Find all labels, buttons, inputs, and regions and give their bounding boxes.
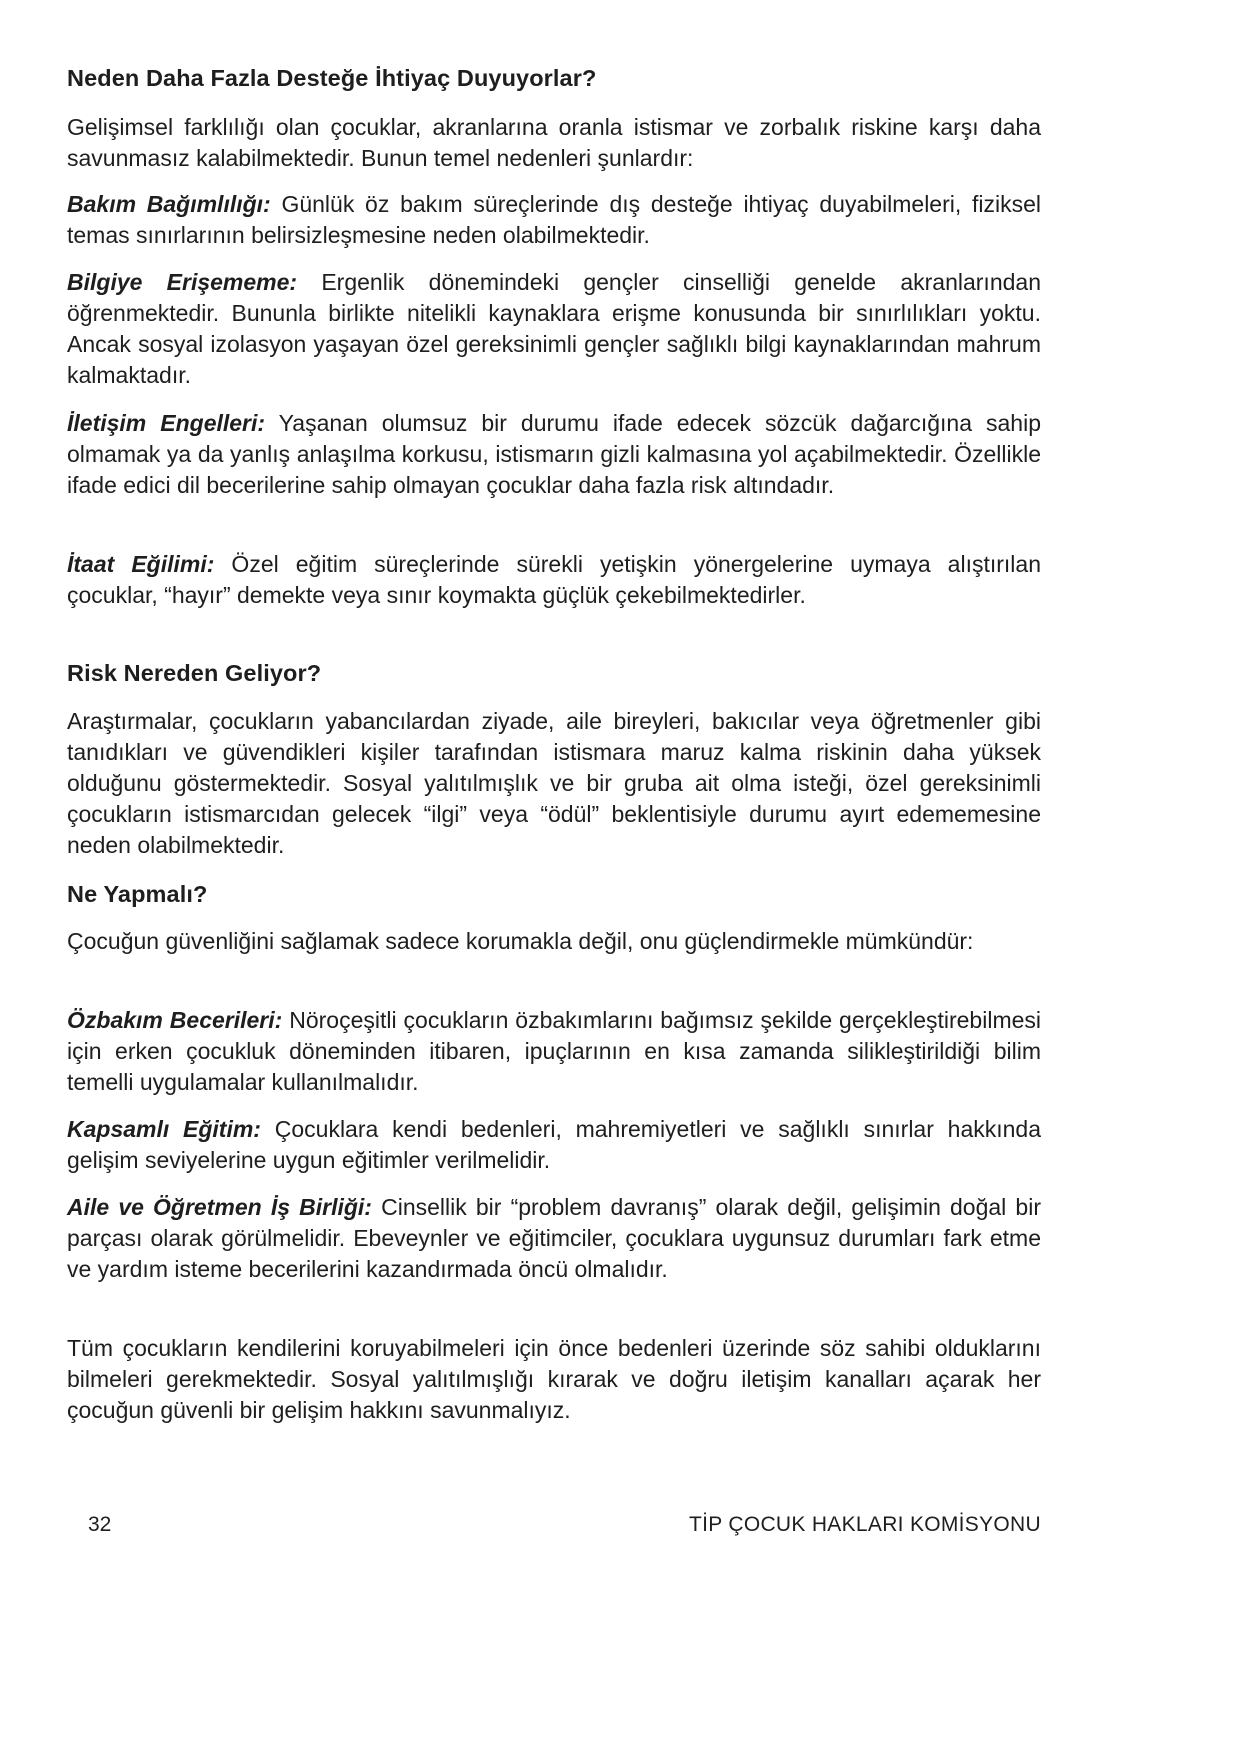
- paragraph-text: Tüm çocukların kendilerini koruyabilmeleri için önce bedenleri üzerinde söz sahibi olduklarını bilmeleri gerekmektedir. Sosyal yalıtılmışlığı kırarak ve doğru iletişim kanalları açarak her çocuğun güvenli bir gelişim hakkını savunmalıyız.: [67, 1335, 1041, 1423]
- paragraph-text: Çocuğun güvenliğini sağlamak sadece korumakla değil, onu güçlendirmekle mümkündür:: [67, 928, 974, 954]
- paragraph: [67, 1114, 1041, 1176]
- paragraph: [67, 706, 1041, 861]
- paragraph-lead: Özbakım Becerileri:: [67, 1007, 283, 1033]
- paragraph-text: Nöroçeşitli çocukların özbakımlarını bağımsız şekilde gerçekleştirebilmesi için erken çocukluk döneminden itibaren, ipuçlarının en kısa zamanda silikleştirildiği bilim temelli uygulamalar kullanılmalıdır.: [67, 1007, 1042, 1095]
- paragraph-lead: Bakım Bağımlılığı:: [67, 191, 271, 217]
- paragraph-lead: İletişim Engelleri:: [67, 410, 266, 436]
- paragraph: [67, 408, 1041, 501]
- footer-title: TİP ÇOCUK HAKLARI KOMİSYONU: [689, 1513, 1041, 1536]
- paragraph: [67, 1192, 1041, 1285]
- paragraph-text: Çocuklara kendi bedenleri, mahremiyetleri ve sağlıklı sınırlar hakkında gelişim seviyelerine uygun eğitimler verilmelidir.: [67, 1116, 1041, 1173]
- paragraph: [67, 549, 1041, 611]
- paragraph: [67, 267, 1041, 391]
- paragraph: [67, 189, 1041, 251]
- paragraph-lead: Aile ve Öğretmen İş Birliği:: [67, 1194, 372, 1220]
- paragraph-text: Özel eğitim süreçlerinde sürekli yetişkin yönergelerine uymaya alıştırılan çocuklar, “hayır” demekte veya sınır koymakta güçlük çekebilmektedirler.: [67, 551, 1041, 608]
- paragraph-text: Ergenlik dönemindeki gençler cinselliği genelde akranlarından öğrenmektedir. Bununla birlikte nitelikli kaynaklara erişme konusunda bir sınırlılıkları yoktu. Ancak sosyal izolasyon yaşayan özel gereksinimli gençler sağlıklı bilgi kaynaklarından mahrum kalmaktadır.: [67, 269, 1041, 388]
- paragraph-text: Yaşanan olumsuz bir durumu ifade edecek sözcük dağarcığına sahip olmamak ya da yanlış anlaşılma korkusu, istismarın gizli kalmasına yol açabilmektedir. Özellikle ifade edici dil becerilerine sahip olmayan çocuklar daha fazla risk altındadır.: [67, 410, 1041, 498]
- paragraph-lead: Kapsamlı Eğitim:: [67, 1116, 261, 1142]
- paragraph-text: Cinsellik bir “problem davranış” olarak değil, gelişimin doğal bir parçası olarak görülmelidir. Ebeveynler ve eğitimciler, çocuklara uygunsuz durumları fark etme ve yardım isteme becerilerini kazandırmada öncü olmalıdır.: [67, 1194, 1041, 1282]
- paragraph-text: Günlük öz bakım süreçlerinde dış desteğe ihtiyaç duyabilmeleri, fiziksel temas sınırlarının belirsizleşmesine neden olabilmektedir.: [67, 191, 1041, 248]
- paragraph-text: Araştırmalar, çocukların yabancılardan ziyade, aile bireyleri, bakıcılar veya öğretmenler gibi tanıdıkları ve güvendikleri kişiler tarafından istismara maruz kalma riskinin daha yüksek olduğunu göstermektedir. Sosyal yalıtılmışlık ve bir gruba ait olma isteği, özel gereksinimli çocukların istismarcıdan gelecek “ilgi” veya “ödül” beklentisiyle durumu ayırt edememesine neden olabilmektedir.: [67, 708, 1041, 858]
- paragraph-lead: İtaat Eğilimi:: [67, 551, 215, 577]
- paragraph: [67, 1333, 1041, 1426]
- section-heading: Neden Daha Fazla Desteğe İhtiyaç Duyuyorlar?: [67, 65, 597, 91]
- paragraph-lead: Bilgiye Erişememe:: [67, 269, 298, 295]
- paragraph-text: Gelişimsel farklılığı olan çocuklar, akranlarına oranla istismar ve zorbalık riskine karşı daha savunmasız kalabilmektedir. Bunun temel nedenleri şunlardır:: [67, 114, 1041, 171]
- page-number: 32: [88, 1513, 112, 1536]
- paragraph: [67, 926, 1041, 957]
- paragraph: [67, 1005, 1041, 1098]
- section-heading: Risk Nereden Geliyor?: [67, 660, 322, 686]
- paragraph: [67, 112, 1041, 174]
- section-heading: Ne Yapmalı?: [67, 881, 208, 907]
